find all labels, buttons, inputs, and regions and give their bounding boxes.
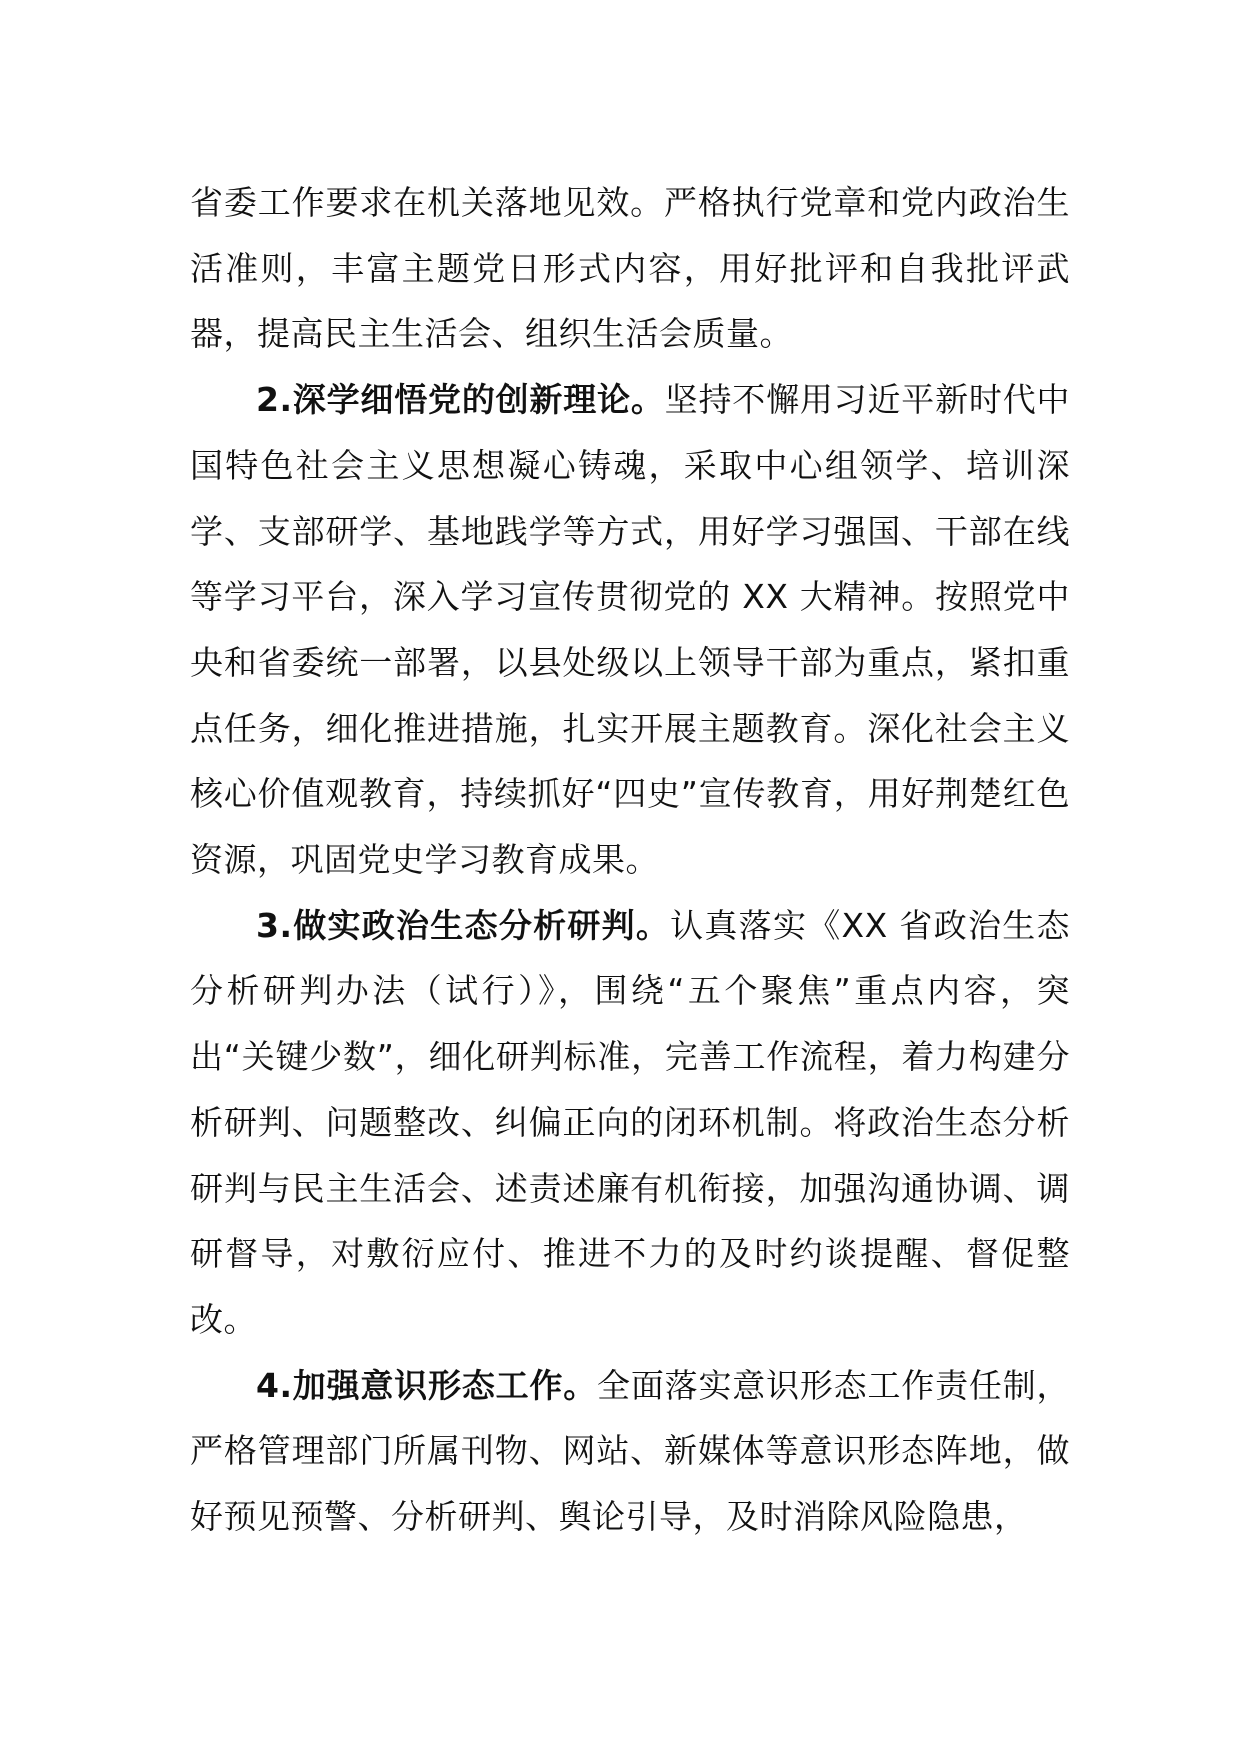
paragraph-body: 坚持不懈用习近平新时代中国特色社会主义思想凝心铸魂，采取中心组领学、培训深学、支部研学、基地践学等方式，用好学习强国、干部在线等学习平台，深入学习宣传贯彻党的 XX 大精神。按照党中央和省委统一部署，以县处级以上领导干部为重点，紧扣重点任务，细化推进措施，扎实开展主题教育。深化社会主义核心价值观教育，持续抓好“四史”宣传教育，用好荆楚红色资源，巩固党史学习教育成果。 <box>190 380 1071 880</box>
paragraph-body: 省委工作要求在机关落地见效。严格执行党章和党内政治生活准则，丰富主题党日形式内容，用好批评和自我批评武器，提高民主生活会、组织生活会质量。 <box>190 183 1070 354</box>
paragraph-section-2 <box>190 367 1070 893</box>
paragraph-section-4 <box>190 1353 1070 1550</box>
paragraph-section-3 <box>190 893 1070 1353</box>
section-heading: 4.加强意识形态工作。 <box>256 1365 598 1405</box>
section-heading: 2.深学细悟党的创新理论。 <box>256 380 665 420</box>
paragraph-body: 认真落实《XX 省政治生态分析研判办法（试行）》，围绕“五个聚焦”重点内容，突出“关键少数”，细化研判标准，完善工作流程，着力构建分析研判、问题整改、纠偏正向的闭环机制。将政治生态分析研判与民主生活会、述责述廉有机衔接，加强沟通协调、调研督导，对敷衍应付、推进不力的及时约谈提醒、督促整改。 <box>190 905 1070 1339</box>
paragraph-body: 全面落实意识形态工作责任制，严格管理部门所属刊物、网站、新媒体等意识形态阵地，做好预见预警、分析研判、舆论引导，及时消除风险隐患， <box>190 1365 1071 1537</box>
paragraph-continuation <box>190 170 1070 367</box>
section-heading: 3.做实政治生态分析研判。 <box>256 905 671 945</box>
document-page <box>190 170 1070 1550</box>
